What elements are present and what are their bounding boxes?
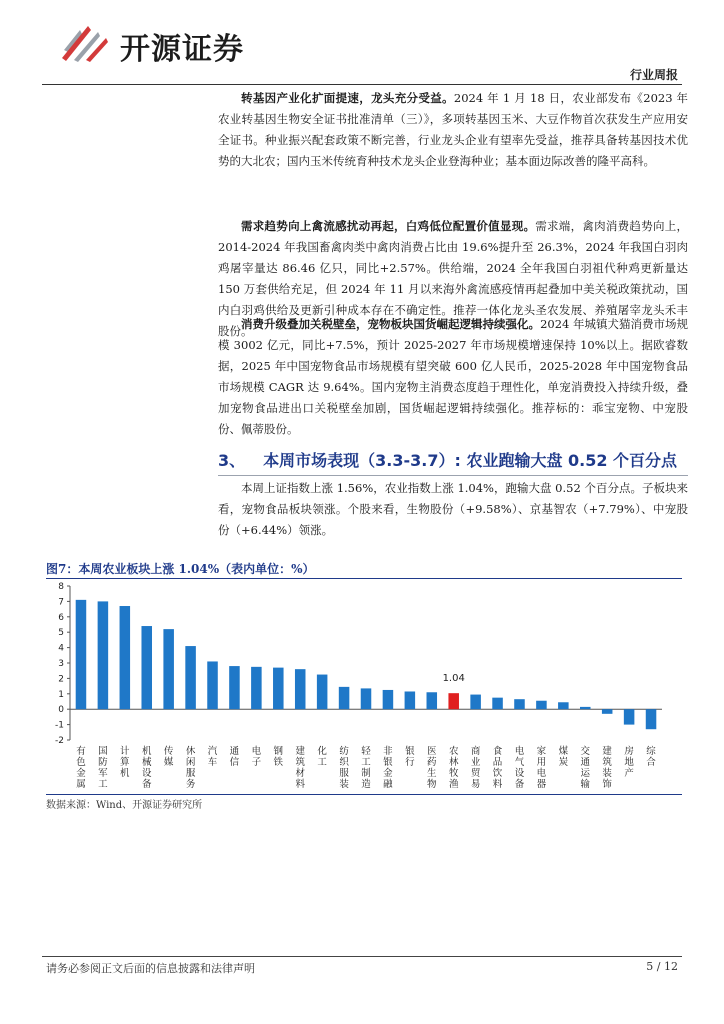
bar	[317, 675, 328, 710]
header-divider	[42, 84, 682, 85]
section-summary: 本周上证指数上涨 1.56%，农业指数上涨 1.04%，跑输大盘 0.52 个百分点。子板块来看，宠物食品板块领涨。个股来看，生物股份（+9.58%）、京基智农（+7.79%）、中宠股份（+6.44%）领涨。	[218, 481, 688, 537]
y-tick-label: -1	[55, 720, 64, 731]
paragraph-gmo-text: 2024 年 1 月 18 日，农业部发布《2023 年农业转基因生物安全证书批准清单（三）》，多项转基因玉米、大豆作物首次获发生产应用安全证书。种业振兴配套政策不断完善，行业龙头企业有望率先受益，推荐具备转基因技术优势的大北农；国内玉米传统育种技术龙头企业登海种业；基本面边际改善的隆平高科。	[218, 91, 689, 168]
bar	[295, 669, 306, 709]
bar	[141, 626, 152, 709]
y-tick-label: 6	[58, 612, 64, 623]
x-category-label: 商业贸易	[470, 746, 481, 790]
figure-source-divider	[46, 794, 682, 795]
bar	[427, 692, 438, 709]
x-category-label: 交通运输	[580, 746, 591, 790]
x-category-label: 通信	[229, 746, 240, 768]
bar	[339, 687, 350, 709]
bar	[361, 688, 372, 709]
bar	[470, 695, 481, 710]
y-tick-label: 7	[58, 597, 64, 608]
page-number: 5 / 12	[646, 960, 678, 973]
bar	[646, 709, 657, 729]
x-category-label: 传媒	[163, 746, 174, 768]
x-category-label: 轻工制造	[361, 746, 371, 790]
data-label: 1.04	[442, 673, 465, 685]
paragraph-gmo-lead: 转基因产业化扩面提速，龙头充分受益。	[241, 91, 454, 105]
footer-divider	[42, 956, 682, 957]
x-category-label: 休闲服务	[185, 746, 196, 790]
bar	[448, 693, 459, 709]
x-category-label: 计算机	[120, 746, 130, 779]
x-category-label: 食品饮料	[492, 746, 503, 790]
y-tick-label: 4	[58, 643, 64, 654]
x-category-label: 钢铁	[273, 746, 284, 768]
section-heading	[218, 448, 677, 471]
bar	[76, 600, 87, 709]
bar	[98, 601, 109, 709]
paragraph-pet-lead: 消费升级叠加关税壁垒，宠物板块国货崛起逻辑持续强化。	[241, 317, 541, 331]
bar	[251, 667, 262, 709]
x-category-label: 国防军工	[98, 746, 108, 790]
x-category-label: 银行	[405, 746, 415, 768]
x-category-label: 化工	[317, 746, 327, 768]
bar	[163, 629, 174, 709]
brand-logo-icon	[58, 20, 116, 64]
bar-chart	[46, 578, 682, 796]
figure-title: 图7：本周农业板块上涨 1.04%（表内单位：%）	[46, 562, 315, 576]
y-tick-label: -2	[55, 736, 64, 746]
y-tick-label: 5	[58, 628, 64, 639]
x-category-label: 汽车	[207, 746, 218, 768]
bar	[405, 691, 416, 709]
x-category-label: 电气设备	[514, 746, 525, 790]
x-category-label: 家用电器	[536, 746, 547, 790]
paragraph-pet	[218, 314, 688, 440]
bar	[558, 702, 569, 709]
x-category-label: 农林牧渔	[448, 746, 459, 790]
bar	[580, 707, 591, 709]
x-category-label: 煤炭	[558, 746, 569, 768]
section-title: 本周市场表现（3.3-3.7）: 农业跑输大盘 0.52 个百分点	[263, 451, 678, 470]
report-type: 行业周报	[629, 68, 678, 82]
figure-source: 数据来源：Wind、开源证券研究所	[46, 800, 203, 811]
x-category-label: 非银金融	[383, 746, 393, 790]
brand-logo	[58, 20, 288, 67]
paragraph-poultry-text: 需求端，禽肉消费趋势向上，2014-2024 年我国畜禽肉类中禽肉消费占比由 19.6%提升至 26.3%，2024 年我国白羽肉鸡屠宰量达 86.46 亿只，同比+2.57%。供给端，2024 全年我国白羽祖代种鸡更新量达 150 万套供给充足，但 2024 年 11 月以来海外禽流感疫情再起叠加中美关税政策扰动，国内白羽鸡供给及更新引种成本存在不确定性。推荐一体化龙头圣农发展、养殖屠宰龙头禾丰股份。	[218, 219, 689, 338]
bar	[492, 698, 503, 710]
bar	[624, 709, 635, 724]
section-number: 3、	[218, 451, 246, 470]
x-category-label: 综合	[646, 746, 656, 768]
x-category-label: 电子	[251, 746, 262, 768]
x-category-label: 医药生物	[427, 746, 437, 790]
y-tick-label: 3	[58, 659, 64, 669]
bar	[383, 690, 394, 709]
section-divider	[218, 475, 688, 476]
paragraph-gmo	[218, 88, 688, 172]
bar	[229, 666, 240, 709]
bar	[536, 701, 547, 709]
bar	[273, 668, 284, 710]
paragraph-poultry-lead: 需求趋势向上禽流感扰动再起，白鸡低位配置价值显现。	[241, 219, 536, 233]
x-category-label: 有色金属	[76, 746, 86, 790]
paragraph-pet-text: 2024 年城镇犬猫消费市场规模 3002 亿元，同比+7.5%，预计 2025-2027 年市场规模增速保持 10%以上。据欧睿数据，2025 年中国宠物食品市场规模有望突破 600 亿人民币，2025-2028 年中国宠物食品市场规模 CAGR 达 9.64%。国内宠物主消费态度趋于理性化，单宠消费投入持续升级，叠加宠物食品进出口关税壁垒加剧，国货崛起逻辑持续强化。推荐标的：乖宝宠物、中宠股份、佩蒂股份。	[218, 317, 689, 436]
bar	[185, 646, 196, 709]
x-category-label: 纺织服装	[339, 746, 349, 790]
y-tick-label: 0	[58, 705, 64, 716]
bar	[602, 709, 613, 714]
bar	[207, 661, 218, 709]
y-tick-label: 1	[58, 689, 64, 700]
footer-disclaimer: 请务必参阅正文后面的信息披露和法律声明	[46, 962, 255, 975]
bar	[514, 699, 525, 709]
y-tick-label: 8	[58, 582, 64, 592]
x-category-label: 建筑装饰	[602, 746, 612, 790]
x-category-label: 机械设备	[141, 746, 152, 790]
y-tick-label: 2	[58, 674, 64, 685]
brand-name: 开源证券	[120, 32, 244, 67]
bar	[120, 606, 131, 709]
x-category-label: 建筑材料	[295, 746, 305, 790]
x-category-label: 房地产	[624, 746, 634, 779]
